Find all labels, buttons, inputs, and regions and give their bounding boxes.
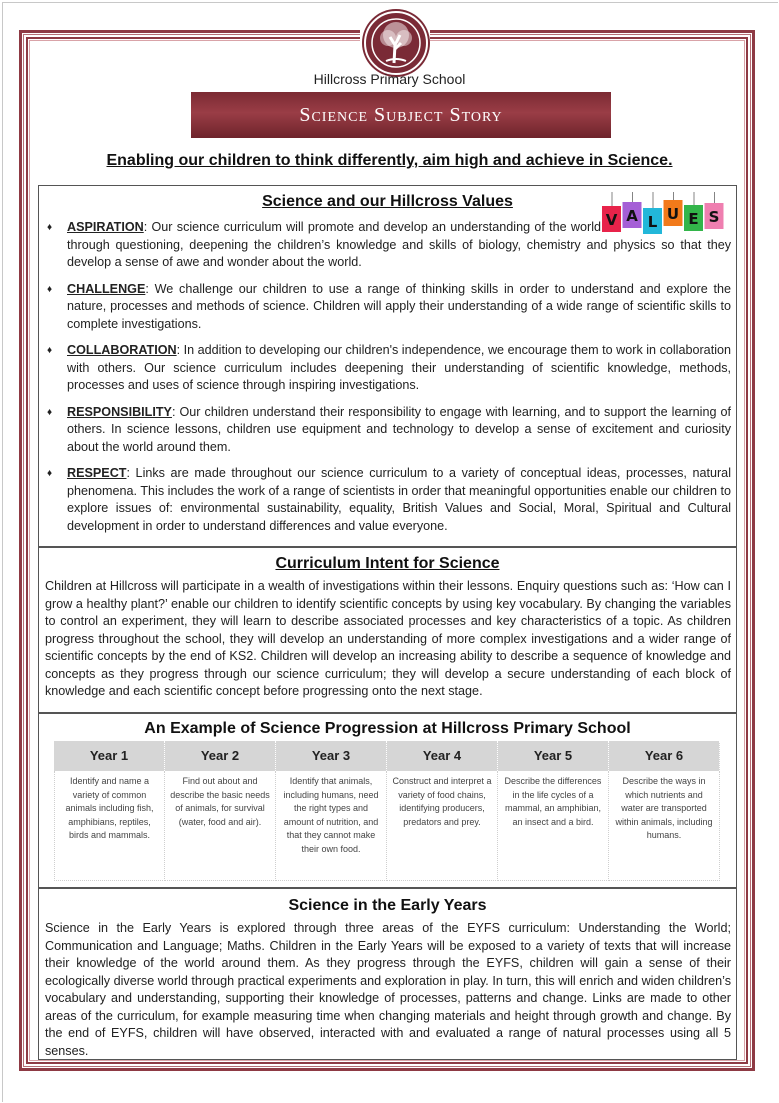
value-description: : In addition to developing our children's independence, we encourage them to work in collaboration with others. Our science curriculum includes deepening their understanding of scientific knowledge, methods, processes and uses of science through inspiring investigations. — [67, 343, 731, 392]
values-section — [38, 185, 737, 547]
values-list — [39, 219, 736, 535]
value-item — [47, 219, 731, 272]
banner-title: Science Subject Story — [299, 103, 503, 126]
value-item — [47, 465, 731, 535]
svg-text:A: A — [626, 207, 638, 225]
tree-emblem-icon — [366, 13, 426, 73]
tagline: Enabling our children to think differently, aim high and achieve in Science. — [106, 152, 673, 169]
year-header: Year 2 — [165, 741, 276, 771]
year-objective-cell: Identify that animals, including humans, need the right types and amount of nutrition, and that they cannot make their own food. — [276, 771, 387, 881]
progression-table — [54, 741, 720, 881]
value-description: : Our children understand their responsibility to engage with learning, and to support the learning of others. In science lessons, children use equipment and technology to develop a sense of excitement and curiosity about the world around them. — [67, 404, 731, 454]
eyfs-title: Science in the Early Years — [288, 897, 487, 914]
year-header: Year 5 — [498, 741, 609, 771]
diamond-bullet-icon: ♦ — [47, 345, 53, 356]
value-description: : Our science curriculum will promote and develop an understanding of the world through questioning, deepening the children’s knowledge and skills of biology, chemistry and physics so that they develop a sense of awe and wonder about the world. — [67, 220, 731, 269]
svg-text:U: U — [666, 205, 680, 223]
year-objective-cell: Describe the ways in which nutrients and water are transported within animals, including humans. — [609, 771, 720, 881]
intent-section — [38, 547, 737, 713]
year-header: Year 3 — [276, 741, 387, 771]
progression-section — [38, 713, 737, 888]
year-header: Year 4 — [387, 741, 498, 771]
progression-title: An Example of Science Progression at Hillcross Primary School — [144, 720, 631, 737]
diamond-bullet-icon: ♦ — [47, 283, 53, 295]
value-item — [47, 281, 731, 334]
value-keyword: ASPIRATION — [67, 220, 144, 234]
value-description: : We challenge our children to use a range of thinking skills in order to understand and explore the nature, processes and methods of science. Children will apply their understanding of a wide range of scientific skills to complete investigations. — [67, 281, 731, 331]
year-objective-cell: Find out about and describe the basic needs of animals, for survival (water, food and air). — [165, 771, 276, 881]
intent-body: Children at Hillcross will participate in a wealth of investigations within their lessons. Enquiry questions such as: ‘How can I grow a healthy plant?’ enable our children to identify scientific concepts by using key vocabulary. By changing the variables to control an experiment, they will learn to describe associated processes and key characteristics of a topic. As children progress throughout the school, they will develop an understanding of more complex investigations and a wider range of scientific concepts by the end of KS2. Children will develop an increasing ability to describe a sequence of knowledge and concepts as they progress through our science curriculum; they will develop a secure understanding of each block of knowledge and each scientific concept before progressing onto the next stage. — [45, 579, 731, 698]
diamond-bullet-icon: ♦ — [47, 406, 53, 418]
year-objective-cell: Construct and interpret a variety of food chains, identifying producers, predators and prey. — [387, 771, 498, 881]
value-keyword: RESPONSIBILITY — [67, 404, 172, 419]
value-keyword: RESPECT — [67, 466, 127, 480]
value-keyword: CHALLENGE — [67, 281, 146, 296]
value-description: : Links are made throughout our science curriculum to a variety of conceptual ideas, processes, natural phenomena. This includes the work of a range of scientists in order that meaningful opportunities enable our children to explore issues of: environmental sustainability, equality, British Values and Social, Moral, Spiritual and Cultural development in order to understand differences and value everyone. — [67, 466, 731, 533]
school-name: Hillcross Primary School — [313, 71, 466, 87]
eyfs-section — [38, 888, 737, 1060]
value-item — [47, 404, 731, 457]
value-item — [47, 342, 731, 395]
diamond-bullet-icon: ♦ — [47, 468, 53, 479]
intent-title: Curriculum Intent for Science — [275, 555, 500, 572]
eyfs-body: Science in the Early Years is explored through three areas of the EYFS curriculum: Understanding the World; Communication and Language; Maths. Children in the Early Years will be exposed to a variety of texts that will increase their knowledge of the world around them. As they progress through the EYFS, children will gain a sense of their ecologically diverse world through practical experiments and exploration in play. In turn, this will enrich and widen children’s vocabulary and understanding, supporting their knowledge of processes, patterns and change. Links are made to other areas of the curriculum, for example measuring time when changing materials and height through growth and change. By the end of EYFS, children will have observed, interacted with and evaluated a range of natural processes using all 5 senses. — [45, 921, 731, 1058]
svg-text:S: S — [708, 208, 720, 226]
year-objective-cell: Describe the differences in the life cycles of a mammal, an amphibian, an insect and a bird. — [498, 771, 609, 881]
title-banner — [191, 92, 611, 138]
year-header: Year 1 — [54, 741, 165, 771]
svg-text:L: L — [647, 213, 658, 231]
svg-text:E: E — [688, 210, 699, 228]
year-objective-cell: Identify and name a variety of common animals including fish, amphibians, reptiles, birds and mammals. — [54, 771, 165, 881]
svg-text:V: V — [605, 211, 618, 229]
value-keyword: COLLABORATION — [67, 343, 177, 357]
year-header: Year 6 — [609, 741, 720, 771]
diamond-bullet-icon: ♦ — [47, 222, 53, 233]
values-title: Science and our Hillcross Values — [262, 193, 513, 210]
school-logo — [364, 11, 428, 75]
